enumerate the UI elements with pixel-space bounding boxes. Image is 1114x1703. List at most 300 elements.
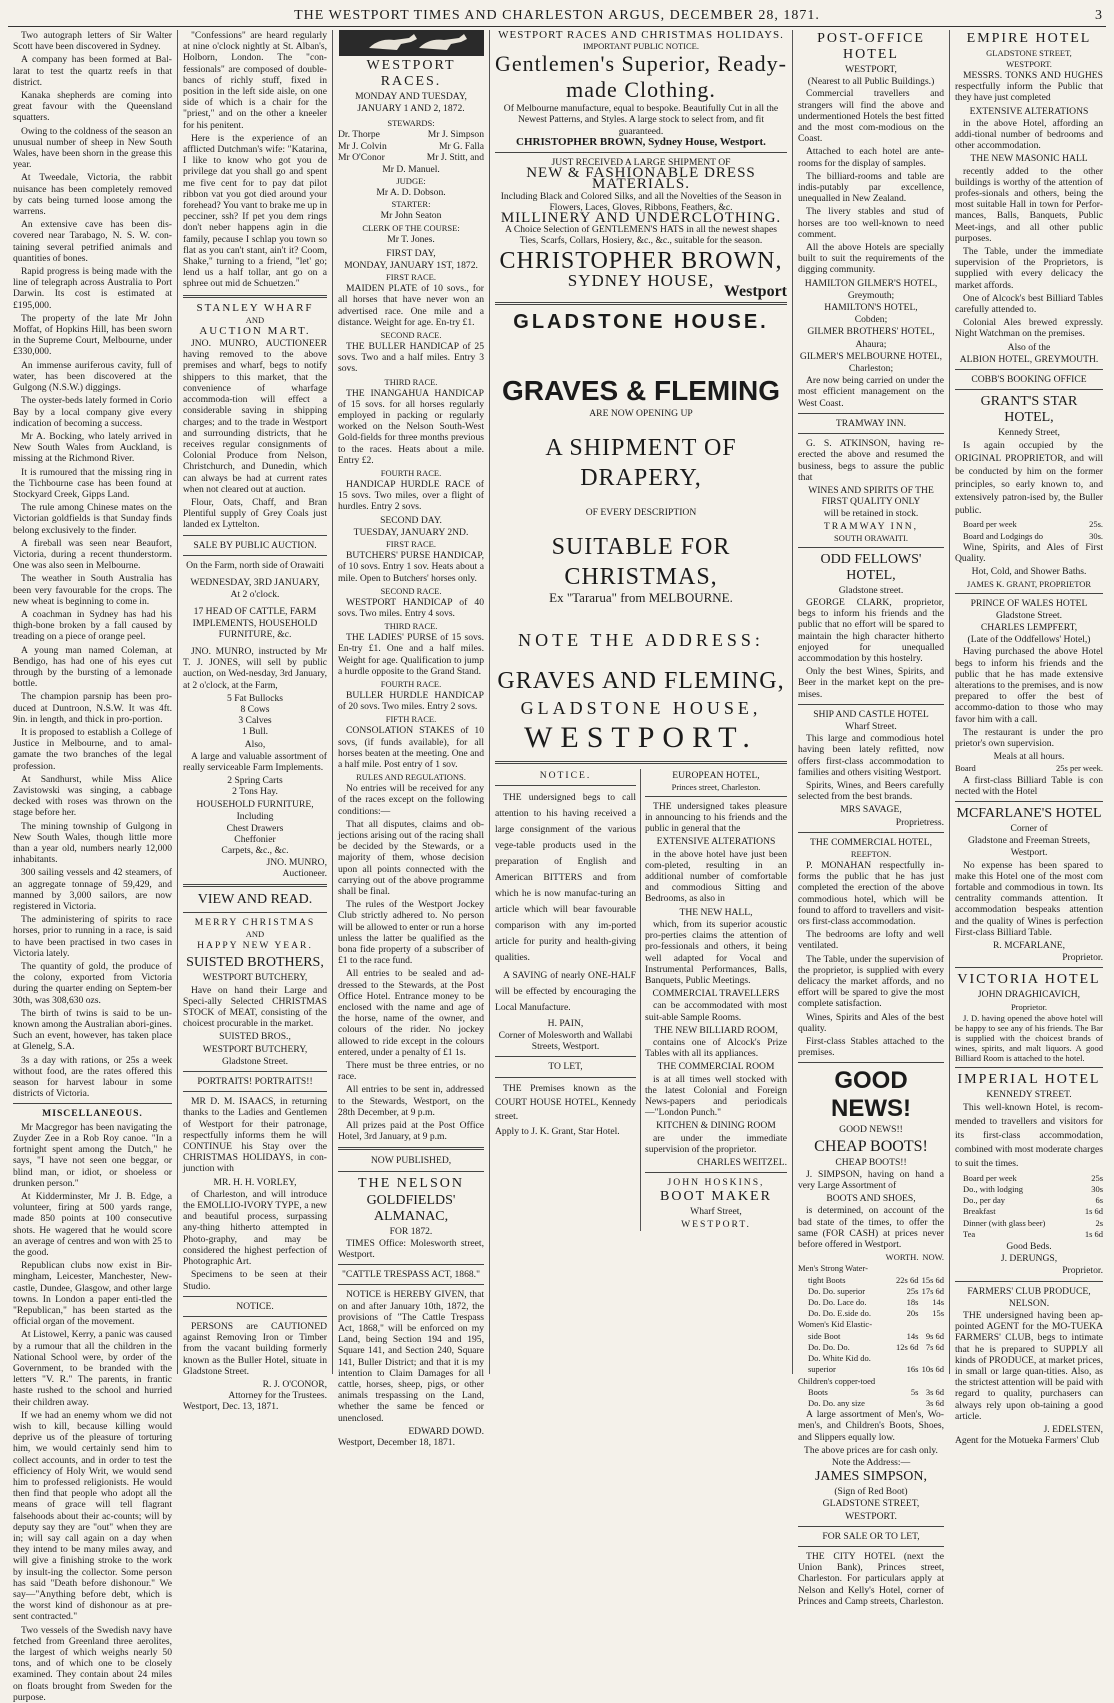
tariff-row [955, 519, 1103, 530]
sc-sig-2: Proprietress. [895, 816, 944, 828]
price-cell: 25s [906, 1285, 919, 1296]
cattle-sig: EDWARD DOWD. [408, 1425, 484, 1437]
price-cell: 20s [906, 1308, 919, 1319]
second-date: TUESDAY, JANUARY 2ND. [353, 526, 469, 538]
ham: HAMILTON GILMER'S HOTEL, [804, 277, 938, 289]
price-row [798, 1353, 944, 1364]
price-cell: 18s [906, 1297, 919, 1308]
tariff-cell: Do., per day [963, 1195, 1006, 1206]
c4-important: IMPORTANT PUBLIC NOTICE. [582, 41, 699, 52]
price-row [798, 1364, 944, 1375]
stewards-list [338, 129, 484, 163]
tariff-cell: 30s. [1089, 530, 1103, 541]
odd-body-2: Only the best Wines, Spirits, and Beer in the market kept on the pre-mises. [798, 666, 944, 700]
sale-item: Carpets, &c., &c. [221, 845, 289, 857]
misc-item: Republican clubs now exist in Bir-mingham, Leicester, Manchester, New-castle, Dundee, Glasgow, and other large towns. In London a paper enti-tled the "Republican," has been started as the official organ of the movement. [13, 1260, 172, 1328]
news-item: Two autograph letters of Sir Walter Scott have been discovered in Sydney. [13, 30, 172, 53]
sc-sig: MRS SAVAGE, [840, 804, 902, 816]
pow-body: Having purchased the above Hotel begs to inform his friends and the public that he has made extensive alterations to the premises, and is now prepared to offer the best of accommo-dation to those who may favor him with a call. [955, 646, 1103, 725]
masthead [8, 6, 1106, 27]
news-item: An extensive cave has been dis-covered near Tarabago, N. S. W. con-taining several petrified animals and quantities of bones. [13, 219, 172, 264]
steward-name: Mr J. Colvin [338, 140, 387, 152]
news-item: It is rumoured that the missing ring in the Tichbourne case has been found at Stockyard Creek, Gipps Land. [13, 466, 172, 500]
stanley-sub: AUCTION MART. [199, 324, 311, 337]
sale-furniture: HOUSEHOLD FURNITURE, [196, 798, 314, 810]
misc-heading: MISCELLANEOUS. [42, 1108, 143, 1120]
price-cell: 22s 6d [896, 1274, 919, 1285]
portraits-title: PORTRAITS! PORTRAITS!! [197, 1076, 313, 1088]
price-cell: side Boot [808, 1330, 841, 1341]
column-4-drapery [490, 30, 793, 1374]
tariff-row [955, 1229, 1103, 1240]
news-item: A coachman in Sydney has had his thigh-bone broken by a fall caused by treading on a piece of orange peel. [13, 608, 172, 643]
rules-list [338, 783, 484, 1142]
cheap-boots: CHEAP BOOTS! [814, 1137, 928, 1155]
imp-sig-2: Proprietor. [1062, 1265, 1103, 1277]
grant-body-2: Wine, Spirits, and Ales of First Quality. [955, 541, 1103, 565]
euro-sub: Princes street, Charleston. [671, 781, 761, 792]
now-published: NOW PUBLISHED, [370, 1155, 452, 1167]
imp: IMPERIAL HOTEL [957, 1071, 1101, 1087]
pow-name: CHARLES LEMPFERT, [980, 621, 1078, 633]
sale-item: 2 Spring Carts [227, 775, 283, 787]
race-1-heading: FIRST RACE. [386, 272, 436, 283]
almanac-the-nelson: THE NELSON [358, 1175, 464, 1191]
sydney-house: SYDNEY HOUSE, [567, 270, 715, 290]
sc: SHIP AND CASTLE HOTEL [813, 708, 929, 720]
s-race-5: CONSOLATION STAKES of 10 sovs, (if funds available), for all horses beaten at the meeting. One and a half mile. Post entry of 1 sov. [338, 725, 484, 770]
portraits-name: MR. H. H. VORLEY, [213, 1176, 297, 1188]
confessions-article: "Confessions" are heard regularly at nine o'clock nightly at St. Alban's, Holborn, London. The "con-fessionals" are composed of double-bancs of richly stuff, fixed in position in the left side aisle, on one side of which is a chair for the "priest," and on the other a kneeler for his penitent. [183, 30, 327, 131]
pain-address: Corner of Molesworth and Wallabi Streets, Westport. [498, 1030, 633, 1053]
euro-body: THE undersigned takes pleasure in announcing to his friends and the public in general that the [645, 800, 787, 835]
price-row [798, 1342, 944, 1353]
price-cell: 7s 6d [925, 1341, 944, 1352]
emp-hall: THE NEW MASONIC HALL [970, 153, 1088, 165]
hoskins-wharf: Wharf Street, [690, 1206, 742, 1218]
sale-item: 1 Bull. [241, 726, 269, 738]
euro-hall: THE NEW HALL, [679, 906, 753, 918]
column-5-hotels [793, 30, 950, 1607]
portraits-specimens: Specimens to be seen at their Studio. [183, 1269, 327, 1292]
tariff-cell: Dinner (with glass beer) [963, 1217, 1046, 1228]
race-4-heading: FOURTH RACE. [380, 468, 442, 479]
price-row [798, 1387, 944, 1398]
sale-signature-2: Auctioneer. [282, 867, 327, 879]
city-hotel: THE CITY HOTEL (next the Union Bank), Princes street, Charleston. For particulars apply at Nelson and Kelly's Hotel, corner of Princes and Camp streets, Charleston. [798, 1550, 944, 1607]
just-received: JUST RECEIVED A LARGE SHIPMENT OF [551, 157, 731, 169]
suisted-body: Have on hand their Large and Speci-ally Selected CHRISTMAS STOCK of MEAT, consisting of the choicest procurable in the market. [183, 984, 327, 1030]
imp-table [955, 1173, 1103, 1240]
vic: VICTORIA HOTEL [957, 972, 1101, 988]
price-row [798, 1308, 944, 1319]
c4-left [495, 769, 641, 1231]
euro-comm: COMMERCIAL TRAVELLERS [652, 988, 780, 1000]
shipment-drapery: A SHIPMENT OF DRAPERY, [545, 435, 737, 492]
column-6-hotels [950, 30, 1108, 1447]
races-days: MONDAY AND TUESDAY, [355, 91, 467, 102]
tariff-row [955, 1206, 1103, 1217]
simp-note: Note the Address:— [831, 1456, 911, 1468]
poh-near: (Nearest to all Public Buildings.) [807, 76, 935, 88]
page-number: 3 [1095, 8, 1102, 23]
news-item: At Tweedale, Victoria, the rabbit nuisance has been completely removed by cats being turned loose among the warrens. [13, 172, 172, 218]
simp-body: J. SIMPSON, having on hand a very Large Assortment of [798, 1168, 944, 1192]
news-item: The oyster-beds lately formed in Corio Bay by a local company give every indication of becoming a success. [13, 395, 172, 429]
merry-christmas: MERRY CHRISTMAS [194, 917, 316, 929]
column-3-races [333, 30, 490, 1449]
euro-kitchen: KITCHEN & DINING ROOM [656, 1120, 776, 1132]
note-address: NOTE THE ADDRESS: [518, 629, 764, 650]
steward-row [338, 129, 484, 140]
every-description: OF EVERY DESCRIPTION [585, 507, 697, 519]
ch-body-4: Wines, Spirits and Ales of the best quality. [798, 1011, 944, 1034]
tariff-cell: 6s [1095, 1195, 1103, 1206]
simp-sig: JAMES SIMPSON, [814, 1469, 928, 1485]
pow-row-label: Board [955, 763, 976, 774]
bitters-notice-2: A SAVING of nearly ONE-HALF will be effected by encouraging the Local Manufacture. [495, 969, 636, 1013]
gm: GILMER'S MELBOURNE HOTEL, [799, 350, 943, 362]
tariff-cell: Breakfast [963, 1206, 996, 1217]
sale-items [183, 693, 327, 738]
good-news-2: GOOD NEWS!! [839, 1124, 903, 1136]
sale-item: 3 Calves [238, 715, 272, 727]
pow-table [955, 763, 1103, 774]
gladstone-house: GLADSTONE HOUSE. [513, 311, 769, 334]
steward-name: Mr O'Conor [338, 151, 385, 163]
c4-right [641, 769, 787, 1231]
s-race-3-heading: THIRD RACE. [384, 621, 438, 632]
masthead-title: THE WESTPORT TIMES AND CHARLESTON ARGUS, DECEMBER 28, 1871. [294, 8, 820, 23]
news-item: 300 sailing vessels and 42 steamers, of an aggregate tonnage of 59,429, and manned by 3,000 sailors, are now registered in Victoria. [13, 867, 172, 913]
odd-body: GEORGE CLARK, proprietor, begs to inform his friends and the public that no effort will be spared to maintain the high character hitherto enjoyed for unequalled accommodation by this hostelry. [798, 596, 944, 664]
col-worth: WORTH. [885, 1252, 919, 1263]
grant-sig: JAMES K. GRANT, PROPRIETOR [966, 578, 1092, 589]
price-cell: 16s [906, 1364, 919, 1375]
news-item: The rule among Chinese mates on the Victorian goldfields is that Sunday finds belong exclusively to the finder. [13, 502, 172, 536]
tariff-cell: 25s. [1089, 519, 1103, 530]
albion: ALBION HOTEL, GREYMOUTH. [959, 353, 1099, 365]
emp-westport: WESTPORT. [1006, 59, 1052, 69]
emp-body: MESSRS. TONKS AND HUGHES respectfully inform the Public that they have just completed [955, 70, 1103, 104]
misc-item: At Kidderminster, Mr J. B. Edge, a volunteer, firing at 500 yards range, made 850 points at 100 consecutive shots. He wagered that he would score an average of centres and won with 25 to the good. [13, 1190, 172, 1258]
gladstone-house-2: GLADSTONE HOUSE, [520, 697, 762, 718]
price-group-heading: Children's copper-toed [798, 1375, 876, 1386]
boots-price-table [798, 1252, 944, 1409]
suisted-sig: SUISTED BROS., [219, 1031, 291, 1043]
ch: THE COMMERCIAL HOTEL, [810, 836, 932, 848]
pow-name-2: (Late of the Oddfellows' Hotel,) [967, 634, 1091, 646]
simp-body-2: is determined, on account of the bad state of the times, to offer the same (FOR CASH) at prices never before offered in Westport. [798, 1205, 944, 1251]
bitters-notice-heading: NOTICE. [539, 769, 592, 781]
farm-sig-2: Agent for the Motueka Farmers' Club [955, 1435, 1100, 1447]
simp-sig-4: WESTPORT. [845, 1510, 897, 1522]
columns [8, 29, 1108, 1703]
euro-body-2: in the above hotel have just been com-pleted, resulting in an additional number of comfortable and commodious Sitting and Bedrooms, as also in [645, 848, 787, 905]
pow-body-3: Meals at all hours. [993, 751, 1065, 763]
cb-line: CHRISTOPHER BROWN, Sydney House, Westport. [516, 135, 766, 148]
tariff-cell: Board per week [963, 1172, 1017, 1183]
tariff-cell: 30s [1091, 1184, 1103, 1194]
second-day: SECOND DAY. [380, 514, 442, 526]
emp-ext: EXTENSIVE ALTERATIONS [969, 105, 1089, 117]
s-race-3: THE LADIES' PURSE of 15 sovs. En-try £1. One and a half miles. Weight for age. Qualification to jump a hurdle opposite to the Grand Stand. [338, 632, 484, 677]
vic-body: J. D. having opened the above hotel will be happy to see any of his friends. The Bar is supplied with the choicest brands of wines, spirits, and malt liquors. A good Billiard Room is attached to the hotel. [955, 1012, 1103, 1063]
stanley-body: JNO. MUNRO, AUCTIONEER having removed to the above premises and wharf, begs to notify shippers to this market, that the convenience of wharfage accommoda-tion will effect a considerable saving in shipping charges; and to the trade in Westport and surrounding districts, that he receives regular consignments of Colonial Produce from Nelson, Christchurch, and Dunedin, which can always be had at current rates when not cleared out at auction. [183, 338, 327, 495]
price-row [798, 1331, 944, 1342]
race-1: MAIDEN PLATE of 10 sovs., for all horses that have never won an advertised race. One mile and a distance. Weight for age. En-try £1. [338, 283, 484, 328]
price-cell: 17s 6d [921, 1285, 944, 1296]
euro-comm-2: can be accommodated with most suit-able Sample Rooms. [645, 1000, 787, 1023]
gm-body: Are now being carried on under the most efficient management on the West Coast. [798, 375, 944, 409]
misc-items [13, 1122, 172, 1703]
sale-item: Cheffonier [234, 834, 276, 846]
s-race-1-heading: FIRST RACE. [386, 539, 436, 550]
imp-loc: KENNEDY STREET. [986, 1088, 1072, 1100]
farm-sig: J. EDELSTEN, [1043, 1424, 1103, 1436]
price-cell: 15s [932, 1308, 944, 1319]
rule-item: All entries to be sent in, addressed to the Stewards, Westport, on the 28th December, at 9 p.m. [338, 1084, 484, 1118]
sc-loc: Wharf Street. [845, 720, 897, 732]
price-group-heading: Men's Strong Water- [798, 1263, 868, 1274]
judge: Mr A. D. Dobson. [376, 187, 446, 199]
race-3: THE INANGAHUA HANDICAP of 15 sovs. for all horses regularly employed in packing or regularly worked on the Nelson South-West Gold-fields for three months previous to the races. Heats about a mile. Entry £2. [338, 387, 484, 466]
gb-loc: Ahaura; [855, 338, 887, 350]
pow: PRINCE OF WALES HOTEL [970, 597, 1088, 609]
race-2-heading: SECOND RACE. [380, 330, 442, 341]
vic-name: JOHN DRAGHICAVICH, [977, 989, 1081, 1001]
for-sale: FOR SALE OR TO LET, [822, 1530, 920, 1542]
price-cell: 3s 6d [925, 1397, 944, 1408]
tram-2-loc: SOUTH ORAWAITI. [834, 532, 908, 543]
price-cell: Do. Do. E.side do. [808, 1308, 872, 1319]
s-race-2: WESTPORT HANDICAP of 40 sovs. Two miles. Entry 4 sovs. [338, 596, 484, 619]
mcf-loc-2: Gladstone and Freeman Streets, [967, 835, 1091, 847]
poh-para: The billiard-rooms and table are indis-putably par excellence, unequalled in New Zealand. [798, 170, 944, 205]
notice-body: PERSONS are CAUTIONED against Removing Iron or Timber from the vacant building formerly known as the Buller Hotel, situate in Gladstone Street. [183, 1320, 327, 1377]
boots-and-shoes: BOOTS AND SHOES, [826, 1193, 916, 1205]
gm-loc: Charleston; [848, 363, 894, 375]
tolet-heading: TO LET, [548, 1061, 583, 1073]
ch-loc: REEFTON. [850, 848, 892, 859]
cb-westport: Westport [723, 282, 787, 300]
euro-heading: EUROPEAN HOTEL, [672, 769, 760, 781]
suisted-sig-3: Gladstone Street. [221, 1055, 289, 1067]
price-row [798, 1286, 944, 1297]
euro-billiard-2: contains one of Alcock's Prize Tables with all its appliances. [645, 1036, 787, 1060]
sale-location: On the Farm, north side of Orawaiti [186, 559, 324, 571]
steward-last: Mr D. Manuel. [382, 164, 440, 176]
price-cell: Boots [808, 1386, 828, 1397]
suitable-christmas: SUITABLE FOR CHRISTMAS, [551, 534, 731, 591]
stanley-body-2: Flour, Oats, Chaff, and Bran Plentiful supply of Grey Coals just landed ex Lyttelton. [183, 496, 327, 531]
price-cell: 3s 6d [925, 1386, 944, 1397]
tariff-row [955, 1184, 1103, 1195]
euro-croom: THE COMMERCIAL ROOM [657, 1061, 775, 1073]
almanac-year: FOR 1872. [389, 1225, 433, 1237]
clerk: Mr T. Jones. [387, 233, 435, 245]
mcf-loc-3: Westport. [1010, 847, 1048, 859]
tariff-cell: 2s [1095, 1217, 1103, 1228]
news-item: The champion parsnip has been pro-duced at Duntroon, N.S.W. It was 4ft. 9in. in length, and thick in pro-portion. [13, 691, 172, 725]
hoskins-westport: WESTPORT. [681, 1218, 751, 1230]
c4-subcolumns [495, 769, 787, 1231]
imp-body: This well-known Hotel, is recom-mended to travellers and visitors for its first-class accommodation, combined with most moderate charges to suit the times. [955, 1101, 1103, 1169]
news-item: A company has been formed at Bal-larat to test the quartz reefs in that district. [13, 54, 172, 88]
sale-head: 17 HEAD OF CATTLE, FARM IMPLEMENTS, HOUSEHOLD FURNITURE, &c. [192, 606, 318, 640]
farm-loc: NELSON. [1008, 1297, 1050, 1309]
rule-item: No entries will be received for any of the races except on the following conditions:— [338, 783, 484, 817]
price-cell: Do. Do. superior [808, 1285, 866, 1296]
portraits-body: MR D. M. ISAACS, in returning thanks to the Ladies and Gentlemen of Westport for their patronage, respectfully informs them he will CONTINUE his Stay over the CHRISTMAS HOLIDAYS, in con-junction with [183, 1096, 327, 1175]
price-row [798, 1398, 944, 1409]
euro-ext: EXTENSIVE ALTERATIONS [656, 836, 776, 848]
news-item: Rapid progress is being made with the line of telegraph across Australia to Port Darwin. Its cost is estimated at £195,000. [13, 266, 172, 311]
emp-also: Also of the [1007, 341, 1051, 353]
price-cell: superior [808, 1364, 836, 1375]
emp-body-2: in the above Hotel, affording an addi-tional number of bedrooms and other accommodation. [955, 117, 1103, 152]
news-items [13, 30, 172, 1099]
ham-loc: Greymouth; [847, 289, 895, 301]
news-item: The birth of twins is said to be un-known among the Australian abori-gines. Such an event, however, has taken place at Glenelg, S.A. [13, 1007, 172, 1053]
race-3-heading: THIRD RACE. [384, 376, 438, 387]
sc-body-2: Spirits, Wines, and Beers carefully selected from the best brands. [798, 779, 944, 803]
price-cell: 9s 6d [925, 1330, 944, 1341]
ch-body-5: First-class Stables attached to the premises. [798, 1036, 944, 1059]
news-item: Kanaka shepherds are coming into great favour with the Queensland squatters. [13, 90, 172, 124]
happy-new-year: HAPPY NEW YEAR. [197, 940, 313, 952]
notice-title: NOTICE. [236, 1300, 274, 1312]
races-dates: JANUARY 1 AND 2, 1872. [357, 103, 465, 115]
emp: EMPIRE HOTEL [966, 31, 1092, 46]
pow-body-4: A first-class Billiard Table is con nected with the Hotel [955, 774, 1103, 797]
first-day: FIRST DAY, [386, 247, 436, 259]
misc-item: At Listowel, Kerry, a panic was caused by a rumour that all the children in the National School were, by order of the Government, to be branded with the letters "V. R." The parents, in frantic haste rushed to the school and hurried their children away. [13, 1329, 172, 1408]
first-date: MONDAY, JANUARY 1ST, 1872. [344, 260, 478, 272]
price-cell: 15s 6d [921, 1274, 944, 1285]
emp-body-6: Colonial Ales brewed expressly. Night Watchman on the premises. [955, 317, 1103, 340]
grant: GRANT'S STAR HOTEL, [980, 394, 1078, 426]
opening-up: ARE NOW OPENING UP [589, 408, 693, 420]
pain-sig: H. PAIN, [547, 1017, 584, 1029]
tariff-cell: Board and Lodgings do [963, 530, 1044, 541]
price-row [798, 1297, 944, 1308]
grant-table [955, 519, 1103, 541]
races-title: WESTPORT RACES. [366, 58, 456, 89]
tram-2: TRAMWAY INN, [823, 520, 919, 532]
column-2 [178, 30, 333, 1413]
price-cell: 10s 6d [921, 1364, 944, 1375]
farm: FARMERS' CLUB PRODUCE, [967, 1285, 1091, 1297]
bitters-notice: THE undersigned begs to call attention to his having received a large consignment of the various vege-table products used in the preparation of English and American BITTERS and from which he is now manufac-turing an article which will bear favourable comparison with any im-ported article for purity and health-giving qualities. [495, 791, 636, 963]
emp-body-5: One of Alcock's best Billiard Tables carefully attended to. [955, 292, 1103, 316]
news-item: The administering of spirits to race horses, prior to running in a race, is said to have been practised in two cases in Victoria lately. [13, 914, 172, 959]
odd: ODD FELLOWS' HOTEL, [820, 551, 922, 583]
euro-body-3: which, from its superior acoustic pro-perties claims the attention of pro-fessionals and others, it being well adapted for Vocal and Instrumental Performances, Balls, Banquets, Public Meetings. [645, 918, 787, 986]
price-cell: tight Boots [808, 1274, 846, 1285]
price-row [798, 1275, 944, 1286]
sale-item: 5 Fat Bullocks [227, 692, 283, 704]
price-cell: 14s [932, 1297, 944, 1308]
suisted-title: SUISTED BROTHERS, [186, 955, 324, 971]
clerk-heading: CLERK OF THE COURSE: [362, 222, 460, 233]
hams-loc: Cobden; [854, 314, 888, 326]
rule-item: All prizes paid at the Post Office Hotel, 3rd January, at 9 p.m. [338, 1120, 484, 1143]
tariff-cell: 1s 6d [1084, 1228, 1103, 1239]
pow-body-2: The restaurant is under the pro prietor's own supervision. [955, 726, 1103, 749]
ch-body: P. MONAHAN respectfully in-forms the public that he has just completed the erection of the above commodious hotel, which will be found to afford to travellers and visit-ors first-class accommodation. [798, 859, 944, 927]
notice-sig: R. J. O'CONOR, [262, 1378, 327, 1390]
boot-maker: BOOT MAKER [660, 1189, 772, 1205]
poh-paragraphs [798, 88, 944, 275]
price-cell: Do. Do. Do. [808, 1341, 850, 1352]
cattle-date: Westport, December 18, 1871. [338, 1437, 455, 1449]
poh-westport: WESTPORT, [845, 64, 897, 75]
notice-date: Westport, Dec. 13, 1871. [183, 1401, 279, 1413]
millinery: MILLINERY AND UNDERCLOTHING. [500, 210, 782, 227]
good-news: GOOD NEWS! [831, 1067, 911, 1123]
sc-body: This large and commodious hotel having been lately refitted, now offers first-class accommodation to families and others visiting Westport. [798, 733, 944, 778]
tariff-row [955, 1218, 1103, 1229]
s-race-5-heading: FIFTH RACE. [385, 714, 437, 725]
steward-name: Mr J. Stitt, and [426, 151, 484, 163]
news-item: At Sandhurst, while Miss Alice Zavistowski was singing, a cabbage decked with roses was thrown on the stage before her. [13, 773, 172, 819]
euro-kitchen-2: are under the immediate supervision of the proprietor. [645, 1132, 787, 1155]
gents-clothing: Gentlemen's Superior, Ready-made Clothing. [495, 51, 787, 103]
misc-item: Two vessels of the Swedish navy have fetched from Greenland three aerolites, the largest of which weighs nearly 50 tons, and of which one to be closely examined. They contain about 24 miles on floats brought from Sweden for the purpose. [13, 1624, 172, 1703]
sale-time: At 2 o'clock. [230, 589, 280, 601]
and-text: AND [245, 929, 265, 940]
judge-heading: JUDGE: [396, 176, 426, 187]
grant-loc: Kennedy Street, [998, 427, 1060, 439]
tariff-cell: 1s 6d [1084, 1206, 1103, 1217]
tariff-row [955, 1195, 1103, 1206]
tariff-cell: Tea [963, 1228, 976, 1239]
emp-loc: GLADSTONE STREET, [986, 48, 1072, 58]
simp-sig-3: GLADSTONE STREET, [822, 1498, 920, 1510]
hoskins: JOHN HOSKINS, [667, 1177, 765, 1189]
rule-item: The rules of the Westport Jockey Club strictly adhered to. No person will be allowed to enter or run a horse unless the latter be qualified as the bona fide property of a subscriber of £1 to the race fund. [338, 899, 484, 967]
poh-para: The livery stables and stud of horses are too well-known to need comment. [798, 206, 944, 240]
race-4: HANDICAP HURDLE RACE of 15 sovs. Two miles, over a flight of hurdles. Entry 2 sovs. [338, 479, 484, 513]
emp-body-4: The Table, under the immediate supervision of the Proprietors, is supplied with every delicacy the market affords. [955, 246, 1103, 291]
suisted-sig-2: WESTPORT BUTCHERY, [202, 1043, 308, 1055]
almanac-title: GOLDFIELDS' ALMANAC, [366, 1192, 456, 1224]
euro-croom-2: is at all times well stocked with the latest Colonial and Foreign News-papers and periodicals—"London Punch." [645, 1073, 787, 1119]
price-cell: Do. White Kid do. [808, 1353, 871, 1364]
racehorse-engraving-icon [339, 30, 484, 56]
simp-body-4: The above prices are for cash only. [804, 1444, 938, 1456]
mcf-sig: R. MCFARLANE, [992, 939, 1066, 951]
mcf-loc: Corner of [1010, 822, 1048, 834]
tariff-cell: Do., with lodging [963, 1184, 1023, 1194]
ex-tararua: Ex "Tararua" from MELBOURNE. [549, 590, 733, 606]
steward-row [338, 152, 484, 163]
sale-title: SALE BY PUBLIC AUCTION. [193, 539, 317, 551]
cb-large: CHRISTOPHER BROWN, [499, 247, 783, 274]
price-cell [881, 1398, 918, 1409]
new-dress-sub: Including Black and Colored Silks, and all the Novelties of the Season in Flowers, Laces, Gloves, Ribbons, Feathers, &c. [500, 190, 782, 213]
s-race-4: BULLER HURDLE HANDICAP of 20 sovs. Two miles. Entry 2 sovs. [338, 689, 484, 713]
farm-body: THE undersigned having been ap-pointed AGENT for the MO-TUEKA FARMERS' CLUB, begs to intimate that he is prepared to SUPPLY all kinds of PRODUCE, at market prices, in small or large quan-tities. Also, as the strictest attention will be paid with regard to quality, purchasers can always rely upon ob-taining a good article. [955, 1310, 1103, 1422]
cheap-boots-2: CHEAP BOOTS!! [835, 1156, 907, 1168]
price-cell: 5s [910, 1386, 919, 1397]
price-cell: Do. Do. any size [808, 1397, 865, 1408]
c4-header: WESTPORT RACES AND CHRISTMAS HOLIDAYS. [498, 29, 784, 41]
gb: GILMER BROTHERS' HOTEL, [807, 326, 935, 338]
misc-item: Mr Macgregor has been navigating the Zuyder Zee in a Rob Roy canoe. "In a fortnight spent among the Dutch," he says, "I have not seen one beggar, or blind man, or idiot, or shoeless or drunken person." [13, 1121, 172, 1189]
price-cell: Do. Do. Lace do. [808, 1297, 867, 1308]
